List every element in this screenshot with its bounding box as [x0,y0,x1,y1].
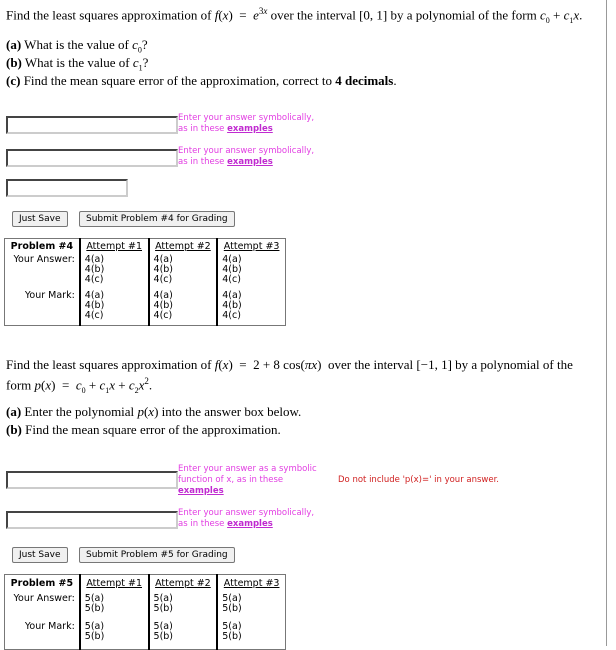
part-entry: 4(c) [222,309,241,321]
table-row [5,290,286,326]
examples-link[interactable]: examples [227,519,273,529]
part-entry: 4(a) [222,254,242,266]
problem-5-attempts-table [4,574,286,650]
submit-problem-4-button[interactable]: Submit Problem #4 for Grading [79,211,235,227]
attempt-2-link[interactable]: Attempt #2 [149,575,218,593]
attempt-cell [80,254,149,289]
answer-5a-input[interactable] [6,471,178,489]
just-save-button[interactable]: Just Save [12,211,68,227]
hint-text: as in these [178,519,225,529]
warning-text: Do not include 'p(x)=' in your answer. [338,475,500,485]
part-entry: 4(b) [153,264,174,276]
table-header: Problem #5 [10,577,74,589]
part-entry: 5(a) [84,620,105,632]
attempt-cell [217,593,285,621]
part-entry: 5(a) [153,592,173,604]
part-entry: 4(b) [153,299,174,311]
hint-4b [178,146,314,168]
part-entry: 5(a) [222,592,242,604]
page-border [606,0,607,646]
problem-5-statement: Find the least squares approximation of f(x) = 2 + 8 cos(πx) over the interval [−1, 1] by a polynomial of the form $p(x) = c_0 + c_1x + c_2x^2$. [6,357,573,395]
attempt-cell [217,621,285,650]
part-entry: 5(a) [84,592,105,604]
answer-5b-input[interactable] [6,511,178,529]
attempt-cell [149,290,218,326]
problem-5-part-b: (b) Find the mean square error of the approximation. [6,422,281,437]
hint-text: Enter your answer symbolically, [178,508,315,518]
attempt-cell [80,593,149,621]
problem-4-statement: Find the least squares approximation of $f(x) = e^{3x}$ over the interval [0, 1] by a polynomial of the form $c_0 + c_1x$. [6,6,583,25]
part-entry: 5(b) [84,630,105,642]
your-answer-label: Your Answer: [13,592,75,604]
attempt-cell [217,290,285,326]
attempt-1-link[interactable]: Attempt #1 [80,575,149,593]
problem-4-part-b: (b) What is the value of $c_1$? [6,55,149,73]
part-entry: 5(b) [222,602,242,614]
examples-link[interactable]: examples [227,157,273,167]
table-row [5,254,286,289]
part-entry: 4(a) [84,289,105,301]
table-row [5,621,286,650]
problem-5-part-a: (a) Enter the polynomial p(x) into the answer box below. [6,404,302,419]
your-mark-label: Your Mark: [24,620,75,632]
part-entry: 5(b) [153,602,174,614]
attempt-2-link[interactable]: Attempt #2 [149,239,218,255]
hint-text: Enter your answer symbolically, [178,146,315,156]
part-entry: 4(c) [222,274,241,286]
problem-4-attempts-table [4,238,286,326]
attempt-cell [80,621,149,650]
answer-4a-input[interactable] [6,116,178,134]
attempt-3-link[interactable]: Attempt #3 [217,575,285,593]
attempt-cell [80,290,149,326]
examples-link[interactable]: examples [178,486,224,496]
part-entry: 4(b) [84,264,105,276]
hint-text: Enter your answer symbolically, [178,113,315,123]
attempt-3-link[interactable]: Attempt #3 [217,239,285,255]
hint-5a [178,464,317,497]
part-entry: 5(a) [153,620,173,632]
table-row [5,593,286,621]
part-entry: 4(a) [153,254,173,266]
part-entry: 5(b) [153,630,174,642]
part-entry: 4(c) [153,274,173,286]
part-entry: 4(b) [84,299,105,311]
part-entry: 4(b) [222,264,242,276]
your-mark-label: Your Mark: [24,289,75,301]
hint-text: function of x, as in these [178,475,284,485]
part-entry: 4(a) [153,289,173,301]
part-entry: 4(a) [84,254,105,266]
part-entry: 4(c) [84,309,104,321]
attempt-cell [149,621,218,650]
attempt-cell [149,593,218,621]
problem-4-part-c: (c) Find the mean square error of the approximation, correct to 4 decimals. [6,73,397,88]
hint-text: as in these [178,124,225,134]
part-entry: 5(a) [222,620,242,632]
part-entry: 4(b) [222,299,242,311]
part-entry: 5(b) [84,602,105,614]
table-header: Problem #4 [10,240,74,252]
part-entry: 5(b) [222,630,242,642]
hint-5b [178,508,314,530]
attempt-cell [149,254,218,289]
attempt-1-link[interactable]: Attempt #1 [80,239,149,255]
answer-4b-input[interactable] [6,149,178,167]
problem-4-part-a: (a) What is the value of $c_0$? [6,37,148,55]
attempt-cell [217,254,285,289]
hint-text: as in these [178,157,225,167]
just-save-button[interactable]: Just Save [12,547,68,563]
submit-problem-5-button[interactable]: Submit Problem #5 for Grading [79,547,235,563]
hint-text: Enter your answer as a symbolic [178,464,317,474]
answer-4c-input[interactable] [6,179,128,197]
your-answer-label: Your Answer: [13,254,75,266]
part-entry: 4(a) [222,289,242,301]
hint-4a [178,113,314,135]
part-entry: 4(c) [84,274,104,286]
part-entry: 4(c) [153,309,173,321]
examples-link[interactable]: examples [227,124,273,134]
